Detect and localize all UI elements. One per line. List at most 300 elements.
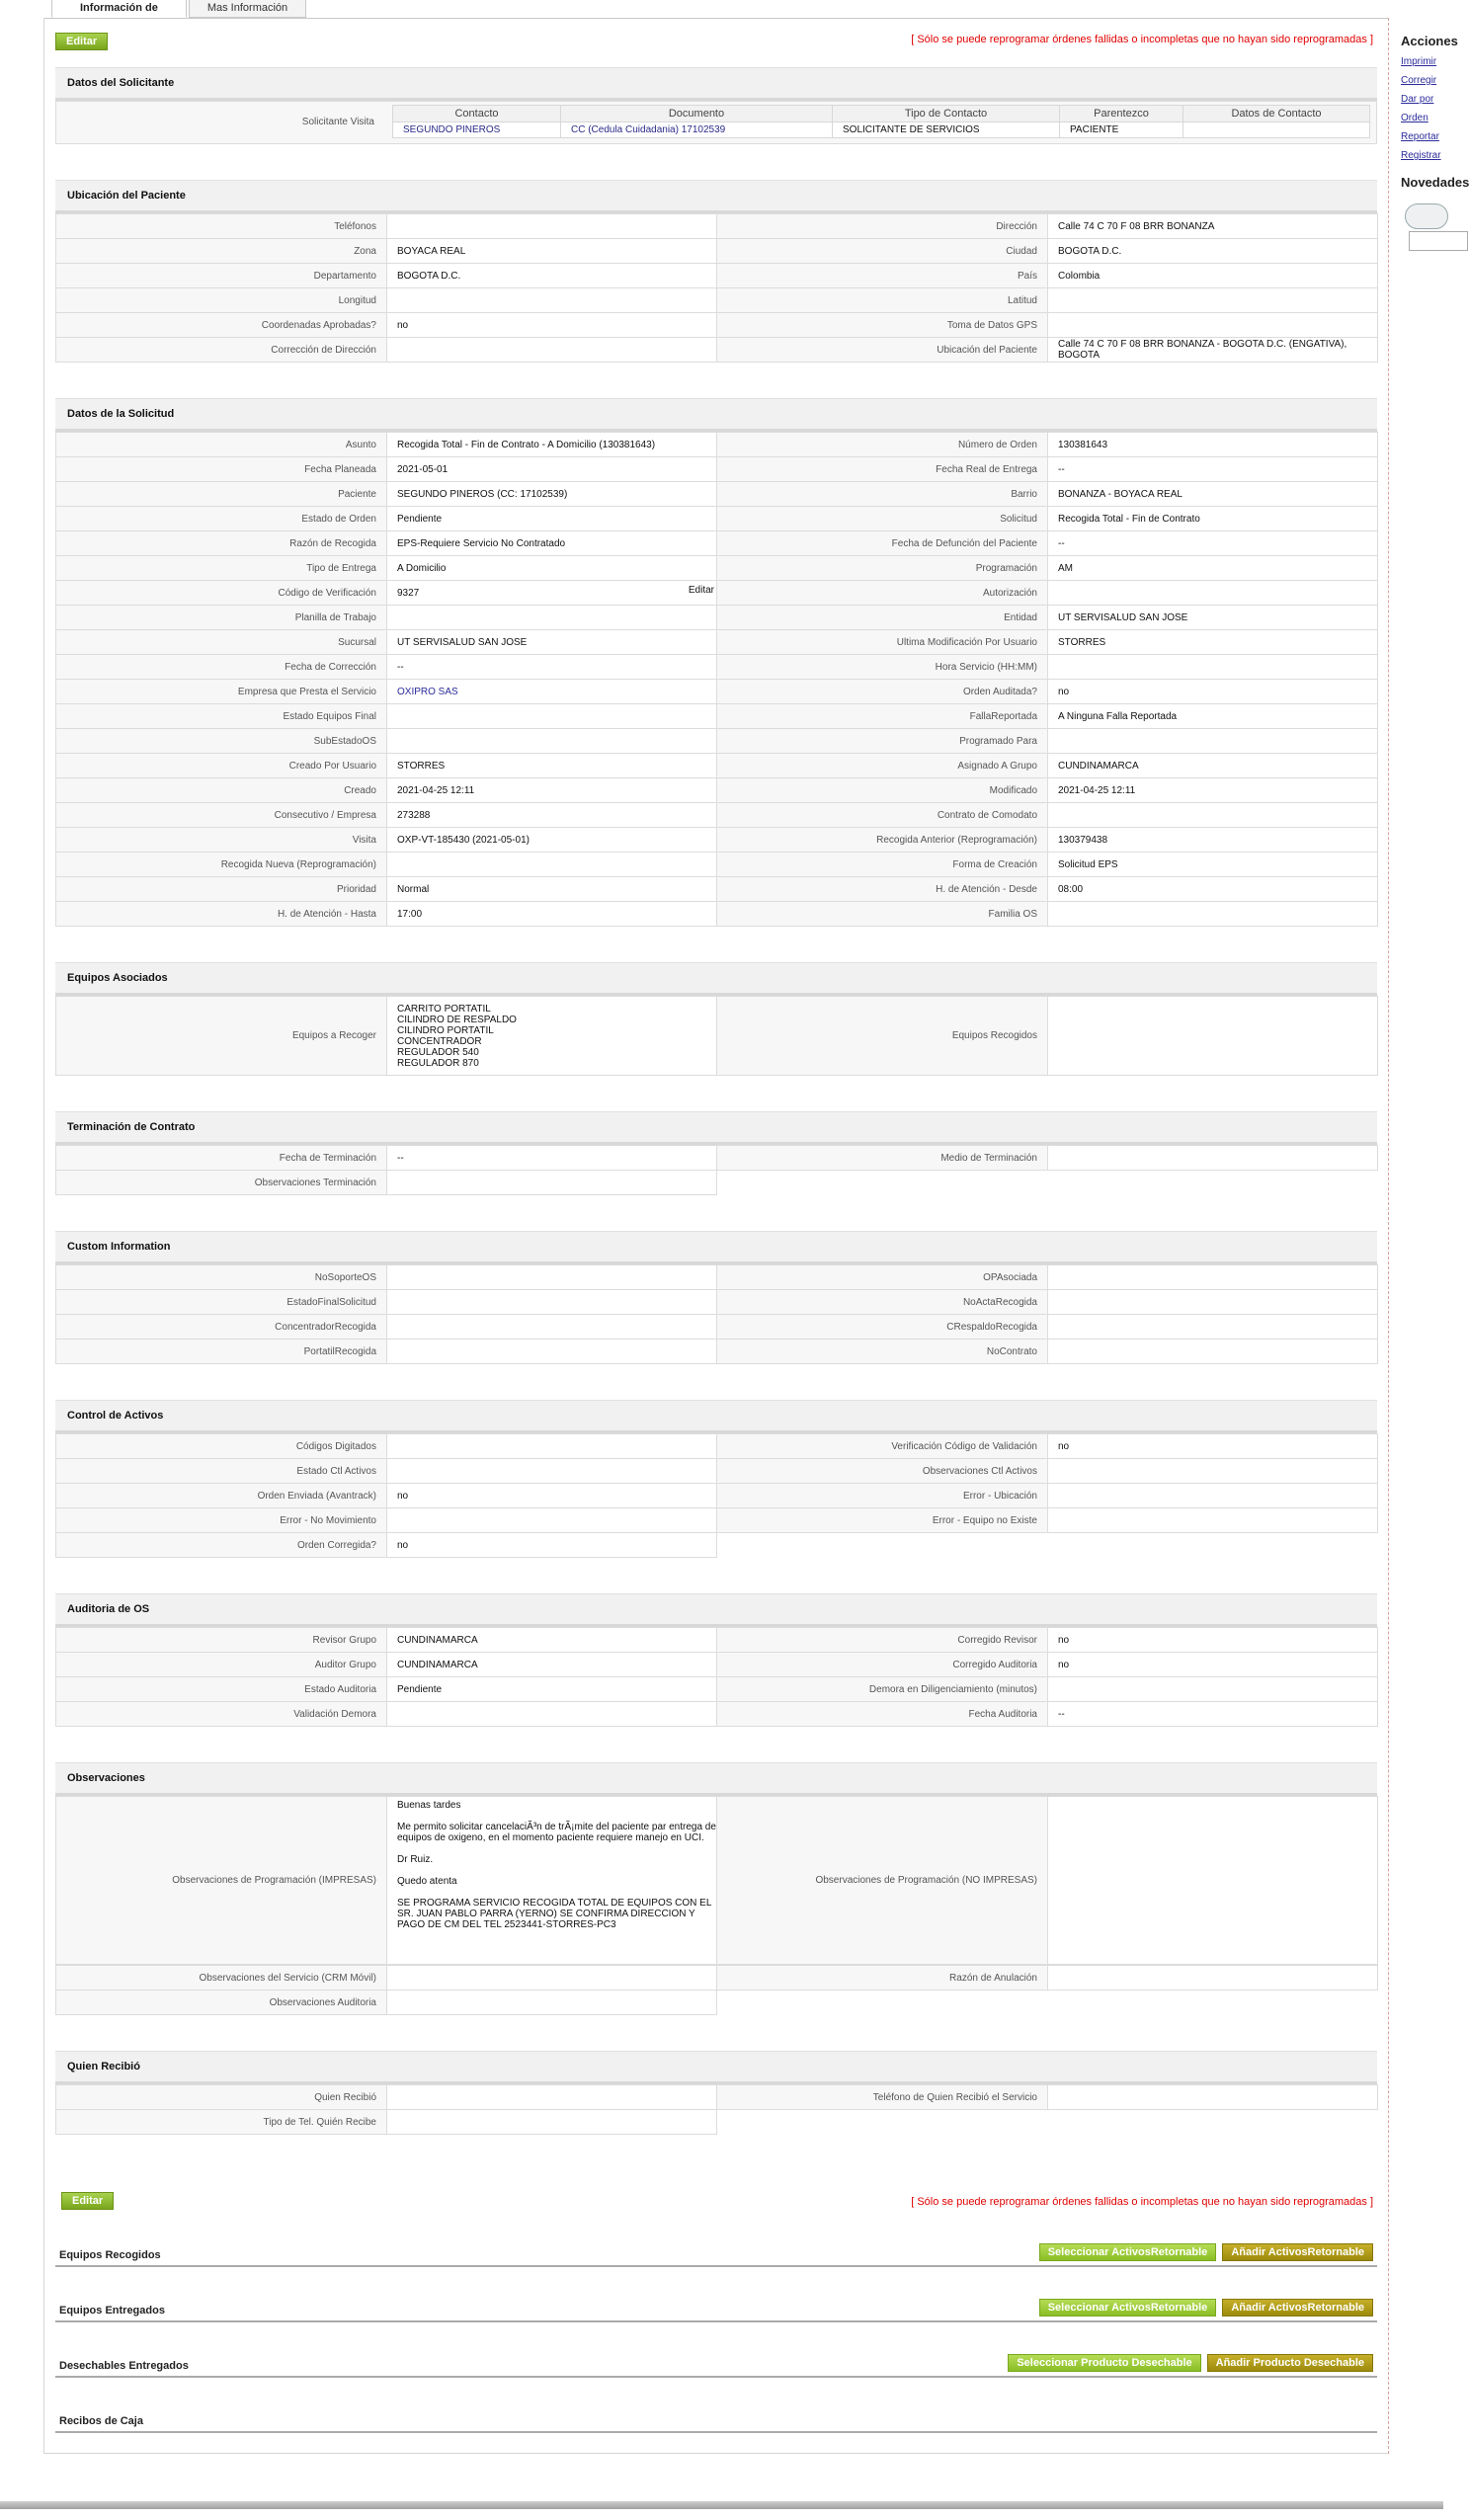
observaciones-table (55, 1965, 1378, 2015)
auditoria-table (55, 1627, 1378, 1727)
field-value (1048, 581, 1378, 606)
solicitante-label: Solicitante Visita (301, 117, 374, 127)
table-row (56, 630, 1378, 655)
field-label: Tipo de Entrega (56, 556, 387, 581)
field-value (387, 581, 717, 606)
table-row (56, 531, 1378, 556)
field-label: Contrato de Comodato (717, 803, 1048, 828)
activos-table (55, 1433, 1378, 1558)
field-label: Teléfonos (56, 214, 387, 239)
field-value: no (387, 1533, 717, 1558)
field-value: no (387, 313, 717, 338)
actions-title: Acciones (1401, 34, 1458, 48)
section-ubicacion-title: Ubicación del Paciente (55, 180, 1377, 213)
table-row (56, 1677, 1378, 1702)
field-label: Medio de Terminación (717, 1146, 1048, 1171)
field-label: Teléfono de Quien Recibió el Servicio (717, 2085, 1048, 2110)
list-item: REGULADOR 540 (397, 1046, 479, 1058)
top-toolbar (55, 20, 1377, 67)
col-datos-contacto: Datos de Contacto (1183, 106, 1370, 122)
table-row (56, 457, 1378, 482)
field-label: Estado Auditoria (56, 1677, 387, 1702)
field-value (387, 1290, 717, 1315)
table-row (56, 1459, 1378, 1484)
equipos-recogidos-value (1048, 997, 1378, 1076)
field-label: Coordenadas Aprobadas? (56, 313, 387, 338)
field-label: Estado Equipos Final (56, 704, 387, 729)
field-label: Planilla de Trabajo (56, 606, 387, 630)
field-label: Longitud (56, 288, 387, 313)
action-reportar[interactable]: Reportar (1401, 131, 1439, 142)
field-label: Solicitud (717, 507, 1048, 531)
terminacion-table (55, 1145, 1378, 1195)
field-value: Normal (387, 877, 717, 902)
section-solicitud-title: Datos de la Solicitud (55, 398, 1377, 432)
field-value (1048, 288, 1378, 313)
field-value: SEGUNDO PINEROS (CC: 17102539) (387, 482, 717, 507)
table-row (56, 877, 1378, 902)
field-label: Auditor Grupo (56, 1653, 387, 1677)
recibio-table (55, 2084, 1378, 2135)
table-row (56, 338, 1378, 363)
field-label: PortatilRecogida (56, 1340, 387, 1364)
field-value (387, 2085, 717, 2110)
section-terminacion-title: Terminación de Contrato (55, 1111, 1377, 1145)
field-value (1048, 803, 1378, 828)
table-row (56, 581, 1378, 606)
field-label: Fecha Real de Entrega (717, 457, 1048, 482)
panel-divider (1388, 18, 1389, 2454)
field-label: Empresa que Presta el Servicio (56, 680, 387, 704)
col-documento: Documento (561, 106, 833, 122)
table-row (56, 902, 1378, 927)
field-label: Asignado A Grupo (717, 754, 1048, 778)
field-value (1048, 1315, 1378, 1340)
field-label: Error - No Movimiento (56, 1508, 387, 1533)
field-label: Corrección de Dirección (56, 338, 387, 363)
field-label: Corregido Auditoria (717, 1653, 1048, 1677)
edit-codigo-link[interactable]: Editar (688, 585, 714, 596)
field-value (387, 1508, 717, 1533)
field-value: BOGOTA D.C. (1048, 239, 1378, 264)
tab-mas-informacion[interactable]: Mas Información (189, 0, 306, 18)
list-item: CONCENTRADOR (397, 1035, 482, 1047)
field-value (387, 1265, 717, 1290)
section-recibio-title: Quien Recibió (55, 2051, 1377, 2084)
equipos-entregados-title: Equipos Entregados (59, 2305, 165, 2317)
field-label: Zona (56, 239, 387, 264)
seleccionar-activos-entregados-button[interactable]: Seleccionar ActivosRetornable (1039, 2299, 1217, 2317)
field-value: STORRES (387, 754, 717, 778)
field-label: Consecutivo / Empresa (56, 803, 387, 828)
field-label: Modificado (717, 778, 1048, 803)
table-row (56, 1265, 1378, 1290)
field-label: NoActaRecogida (717, 1290, 1048, 1315)
field-value: 130379438 (1048, 828, 1378, 853)
table-row (56, 803, 1378, 828)
field-label: Ciudad (717, 239, 1048, 264)
field-value (1048, 1677, 1378, 1702)
table-row (56, 214, 1378, 239)
field-label: Fecha de Corrección (56, 655, 387, 680)
field-value (1048, 902, 1378, 927)
field-label: Ubicación del Paciente (717, 338, 1048, 363)
field-value: 273288 (387, 803, 717, 828)
field-value: no (1048, 1653, 1378, 1677)
main-content (55, 20, 1377, 2433)
col-parentezco: Parentezco (1060, 106, 1183, 122)
field-label: Autorización (717, 581, 1048, 606)
field-label: Barrio (717, 482, 1048, 507)
field-value: -- (387, 1146, 717, 1171)
field-value (1048, 1508, 1378, 1533)
field-label: Estado de Orden (56, 507, 387, 531)
novedades-title: Novedades (1401, 175, 1469, 190)
field-value (1048, 729, 1378, 754)
field-value: -- (1048, 1702, 1378, 1727)
field-value[interactable]: OXIPRO SAS (387, 680, 717, 704)
section-custom-title: Custom Information (55, 1231, 1377, 1264)
field-value (1048, 1966, 1378, 1991)
field-value: 17:00 (387, 902, 717, 927)
col-tipo-contacto: Tipo de Contacto (833, 106, 1060, 122)
field-label: Código de Verificación (56, 581, 387, 606)
table-row (56, 1146, 1378, 1171)
field-value (387, 338, 717, 363)
edit-button[interactable]: Editar (55, 33, 108, 50)
field-value: BOGOTA D.C. (387, 264, 717, 288)
field-label: Creado (56, 778, 387, 803)
anadir-activos-recogidos-button[interactable]: Añadir ActivosRetornable (1222, 2243, 1373, 2261)
action-dar-por[interactable]: Dar por (1401, 94, 1434, 105)
table-row (56, 704, 1378, 729)
action-corregir[interactable]: Corregir (1401, 75, 1437, 86)
field-label: Prioridad (56, 877, 387, 902)
field-label: Observaciones Auditoria (56, 1991, 387, 2015)
field-label: Verificación Código de Validación (717, 1434, 1048, 1459)
field-value: CUNDINAMARCA (387, 1653, 717, 1677)
anadir-desechable-button[interactable]: Añadir Producto Desechable (1207, 2354, 1373, 2372)
cell-parentezco: PACIENTE (1060, 122, 1183, 138)
table-row (56, 655, 1378, 680)
field-label: Recogida Anterior (Reprogramación) (717, 828, 1048, 853)
field-label: Fecha de Terminación (56, 1146, 387, 1171)
field-label: Orden Corregida? (56, 1533, 387, 1558)
action-orden[interactable]: Orden (1401, 113, 1428, 123)
table-row (56, 1290, 1378, 1315)
equipos-entregados-header (55, 2297, 1377, 2322)
field-value: BOYACA REAL (387, 239, 717, 264)
field-value: -- (1048, 457, 1378, 482)
field-value (387, 1340, 717, 1364)
field-label: Observaciones del Servicio (CRM Móvil) (56, 1966, 387, 1991)
field-value (387, 729, 717, 754)
field-value (1048, 1340, 1378, 1364)
field-value: UT SERVISALUD SAN JOSE (387, 630, 717, 655)
section-equipos-title: Equipos Asociados (55, 962, 1377, 996)
field-label: Fecha Planeada (56, 457, 387, 482)
table-row (56, 680, 1378, 704)
field-label: Estado Ctl Activos (56, 1459, 387, 1484)
field-label: Observaciones Terminación (56, 1171, 387, 1195)
field-label: Asunto (56, 433, 387, 457)
table-row (56, 239, 1378, 264)
field-label: Paciente (56, 482, 387, 507)
table-row (56, 778, 1378, 803)
field-value: UT SERVISALUD SAN JOSE (1048, 606, 1378, 630)
field-value (1048, 2085, 1378, 2110)
field-label: Programado Para (717, 729, 1048, 754)
table-row (56, 1966, 1378, 1991)
bottom-reprogram-warning: [ Sólo se puede reprogramar órdenes fallidas o incompletas que no hayan sido reprogramadas ] (911, 2196, 1373, 2208)
field-value: Recogida Total - Fin de Contrato - A Domicilio (130381643) (387, 433, 717, 457)
field-value (387, 1459, 717, 1484)
field-value (387, 214, 717, 239)
field-label: Creado Por Usuario (56, 754, 387, 778)
anadir-activos-entregados-button[interactable]: Añadir ActivosRetornable (1222, 2299, 1373, 2317)
cell-contacto[interactable]: SEGUNDO PINEROS (393, 122, 561, 138)
field-value: EPS-Requiere Servicio No Contratado (387, 531, 717, 556)
table-row (56, 828, 1378, 853)
table-row (56, 482, 1378, 507)
field-label: Dirección (717, 214, 1048, 239)
field-label: NoSoporteOS (56, 1265, 387, 1290)
observaciones-main-table (55, 1796, 1378, 1965)
field-label: Tipo de Tel. Quién Recibe (56, 2110, 387, 2135)
field-label: EstadoFinalSolicitud (56, 1290, 387, 1315)
field-label: OPAsociada (717, 1265, 1048, 1290)
field-label: SubEstadoOS (56, 729, 387, 754)
field-value (1048, 1484, 1378, 1508)
novedades-input[interactable] (1409, 231, 1468, 251)
field-label: Forma de Creación (717, 853, 1048, 877)
field-label: Familia OS (717, 902, 1048, 927)
field-value (387, 1702, 717, 1727)
field-value: no (1048, 1628, 1378, 1653)
field-value: 2021-05-01 (387, 457, 717, 482)
field-label: Ultima Modificación Por Usuario (717, 630, 1048, 655)
col-contacto: Contacto (393, 106, 561, 122)
field-label: Sucursal (56, 630, 387, 655)
field-value (387, 606, 717, 630)
section-auditoria-title: Auditoria de OS (55, 1593, 1377, 1627)
action-registrar[interactable]: Registrar (1401, 150, 1441, 161)
field-value: STORRES (1048, 630, 1378, 655)
field-value: 2021-04-25 12:11 (387, 778, 717, 803)
field-label: Códigos Digitados (56, 1434, 387, 1459)
section-activos-title: Control de Activos (55, 1400, 1377, 1433)
desechables-header (55, 2352, 1377, 2378)
field-value: Pendiente (387, 507, 717, 531)
field-value (387, 1966, 717, 1991)
obs-no-impresas-value (1048, 1797, 1378, 1965)
field-value (387, 1991, 717, 2015)
obs-no-impresas-label: Observaciones de Programación (NO IMPRESAS) (717, 1797, 1048, 1965)
recibos-header (55, 2407, 1377, 2433)
table-row (56, 1484, 1378, 1508)
tab-informacion[interactable]: Información de (51, 0, 187, 18)
equipos-recogidos-label: Equipos Recogidos (717, 997, 1048, 1076)
field-value (387, 1434, 717, 1459)
actions-panel (1401, 34, 1469, 251)
table-row (56, 754, 1378, 778)
recibos-title: Recibos de Caja (59, 2415, 143, 2427)
field-label: ConcentradorRecogida (56, 1315, 387, 1340)
field-label: Visita (56, 828, 387, 853)
field-value (1048, 1265, 1378, 1290)
field-label: Departamento (56, 264, 387, 288)
field-label: Toma de Datos GPS (717, 313, 1048, 338)
bottom-toolbar (55, 2174, 1377, 2234)
field-value: A Domicilio (387, 556, 717, 581)
field-value (387, 1171, 717, 1195)
table-row (56, 1653, 1378, 1677)
field-value: AM (1048, 556, 1378, 581)
table-row (56, 313, 1378, 338)
table-row (56, 288, 1378, 313)
field-value: 130381643 (1048, 433, 1378, 457)
table-row (56, 1171, 1378, 1195)
list-item: REGULADOR 870 (397, 1057, 479, 1069)
field-label: Error - Equipo no Existe (717, 1508, 1048, 1533)
solicitud-table (55, 432, 1378, 927)
cloud-icon (1401, 200, 1460, 229)
field-value (1048, 1146, 1378, 1171)
table-row (56, 264, 1378, 288)
field-value: CUNDINAMARCA (387, 1628, 717, 1653)
field-label: Número de Orden (717, 433, 1048, 457)
solicitante-table (392, 105, 1370, 138)
field-label: Orden Enviada (Avantrack) (56, 1484, 387, 1508)
table-row (56, 2110, 1378, 2135)
field-value: Solicitud EPS (1048, 853, 1378, 877)
field-value (387, 1315, 717, 1340)
table-row (56, 1991, 1378, 2015)
ubicacion-table (55, 213, 1378, 363)
cell-documento: CC (Cedula Cuidadania) 17102539 (561, 122, 833, 138)
custom-table (55, 1264, 1378, 1364)
field-value: no (387, 1484, 717, 1508)
section-observaciones-title: Observaciones (55, 1762, 1377, 1796)
obs-impresas-label: Observaciones de Programación (IMPRESAS) (56, 1797, 387, 1965)
field-value: CUNDINAMARCA (1048, 754, 1378, 778)
field-value: Calle 74 C 70 F 08 BRR BONANZA - BOGOTA D.C. (ENGATIVA), BOGOTA (1048, 338, 1378, 363)
cell-tipo-contacto: SOLICITANTE DE SERVICIOS (833, 122, 1060, 138)
equipos-recoger-value (387, 997, 717, 1076)
table-row (56, 1702, 1378, 1727)
field-value (387, 288, 717, 313)
obs-impresas-value: Buenas tardes Me permito solicitar cancelaciÃ³n de trÃ¡mite del paciente par entrega de equipos de oxigeno, en el momento paciente requiere manejo en UCI. Dr Ruiz. Quedo atenta SE PROGRAMA SERVICIO RECOGIDA TOTAL DE EQUIPOS CON EL SR. JUAN PABLO PARRA (YERNO) SE CONFIRMA DIRECCION Y PAGO DE CM DEL TEL 2523441-STORRES-PC3 (387, 1797, 717, 1965)
field-value: Recogida Total - Fin de Contrato (1048, 507, 1378, 531)
field-value: BONANZA - BOYACA REAL (1048, 482, 1378, 507)
field-value (1048, 655, 1378, 680)
field-label: Error - Ubicación (717, 1484, 1048, 1508)
field-label: Fecha de Defunción del Paciente (717, 531, 1048, 556)
table-row (56, 606, 1378, 630)
table-row (56, 729, 1378, 754)
desechables-title: Desechables Entregados (59, 2360, 189, 2372)
field-label: FallaReportada (717, 704, 1048, 729)
field-value: 08:00 (1048, 877, 1378, 902)
field-label: Validación Demora (56, 1702, 387, 1727)
field-value: OXP-VT-185430 (2021-05-01) (387, 828, 717, 853)
field-label: Observaciones Ctl Activos (717, 1459, 1048, 1484)
table-row (56, 507, 1378, 531)
field-value: no (1048, 680, 1378, 704)
table-row (56, 1508, 1378, 1533)
field-value (1048, 313, 1378, 338)
field-label: País (717, 264, 1048, 288)
equipos-recogidos-title: Equipos Recogidos (59, 2249, 161, 2261)
field-value: no (1048, 1434, 1378, 1459)
section-solicitante-title: Datos del Solicitante (55, 67, 1377, 101)
field-value: 2021-04-25 12:11 (1048, 778, 1378, 803)
list-item: CARRITO PORTATIL (397, 1003, 491, 1015)
bottom-edit-button[interactable]: Editar (61, 2192, 114, 2210)
cell-datos-contacto (1183, 122, 1370, 138)
field-label: Fecha Auditoria (717, 1702, 1048, 1727)
table-row (56, 433, 1378, 457)
seleccionar-desechable-button[interactable]: Seleccionar Producto Desechable (1008, 2354, 1200, 2372)
tab-bar (51, 0, 308, 18)
action-imprimir[interactable]: Imprimir (1401, 56, 1437, 67)
table-row (56, 1628, 1378, 1653)
field-label: H. de Atención - Desde (717, 877, 1048, 902)
field-label: Hora Servicio (HH:MM) (717, 655, 1048, 680)
field-value: -- (1048, 531, 1378, 556)
field-label: H. de Atención - Hasta (56, 902, 387, 927)
field-value (387, 853, 717, 877)
window-bottom-bar (0, 2501, 1443, 2509)
table-row (56, 556, 1378, 581)
field-value: Calle 74 C 70 F 08 BRR BONANZA (1048, 214, 1378, 239)
table-row (56, 1434, 1378, 1459)
field-value (1048, 1459, 1378, 1484)
table-row (56, 1315, 1378, 1340)
field-label: Corregido Revisor (717, 1628, 1048, 1653)
field-label: Entidad (717, 606, 1048, 630)
field-label: Demora en Diligenciamiento (minutos) (717, 1677, 1048, 1702)
seleccionar-activos-recogidos-button[interactable]: Seleccionar ActivosRetornable (1039, 2243, 1217, 2261)
equipos-table (55, 996, 1378, 1076)
list-item: CILINDRO DE RESPALDO (397, 1014, 517, 1025)
field-label: Latitud (717, 288, 1048, 313)
solicitante-box (55, 101, 1377, 144)
field-label: Orden Auditada? (717, 680, 1048, 704)
codigo-verificacion-value: 9327 (397, 587, 420, 599)
field-value (387, 2110, 717, 2135)
field-value (387, 704, 717, 729)
table-row (56, 853, 1378, 877)
table-row (56, 2085, 1378, 2110)
field-label: NoContrato (717, 1340, 1048, 1364)
field-value: Colombia (1048, 264, 1378, 288)
field-label: Razón de Recogida (56, 531, 387, 556)
list-item: CILINDRO PORTATIL (397, 1024, 494, 1036)
field-value: A Ninguna Falla Reportada (1048, 704, 1378, 729)
field-label: Revisor Grupo (56, 1628, 387, 1653)
field-value (1048, 1290, 1378, 1315)
field-label: Programación (717, 556, 1048, 581)
field-label: CRespaldoRecogida (717, 1315, 1048, 1340)
field-label: Quien Recibió (56, 2085, 387, 2110)
field-label: Razón de Anulación (717, 1966, 1048, 1991)
field-value: Pendiente (387, 1677, 717, 1702)
reprogram-warning: [ Sólo se puede reprogramar órdenes fallidas o incompletas que no hayan sido reprogramadas ] (911, 34, 1373, 45)
field-label: Recogida Nueva (Reprogramación) (56, 853, 387, 877)
table-row (56, 1533, 1378, 1558)
equipos-recogidos-header (55, 2241, 1377, 2267)
